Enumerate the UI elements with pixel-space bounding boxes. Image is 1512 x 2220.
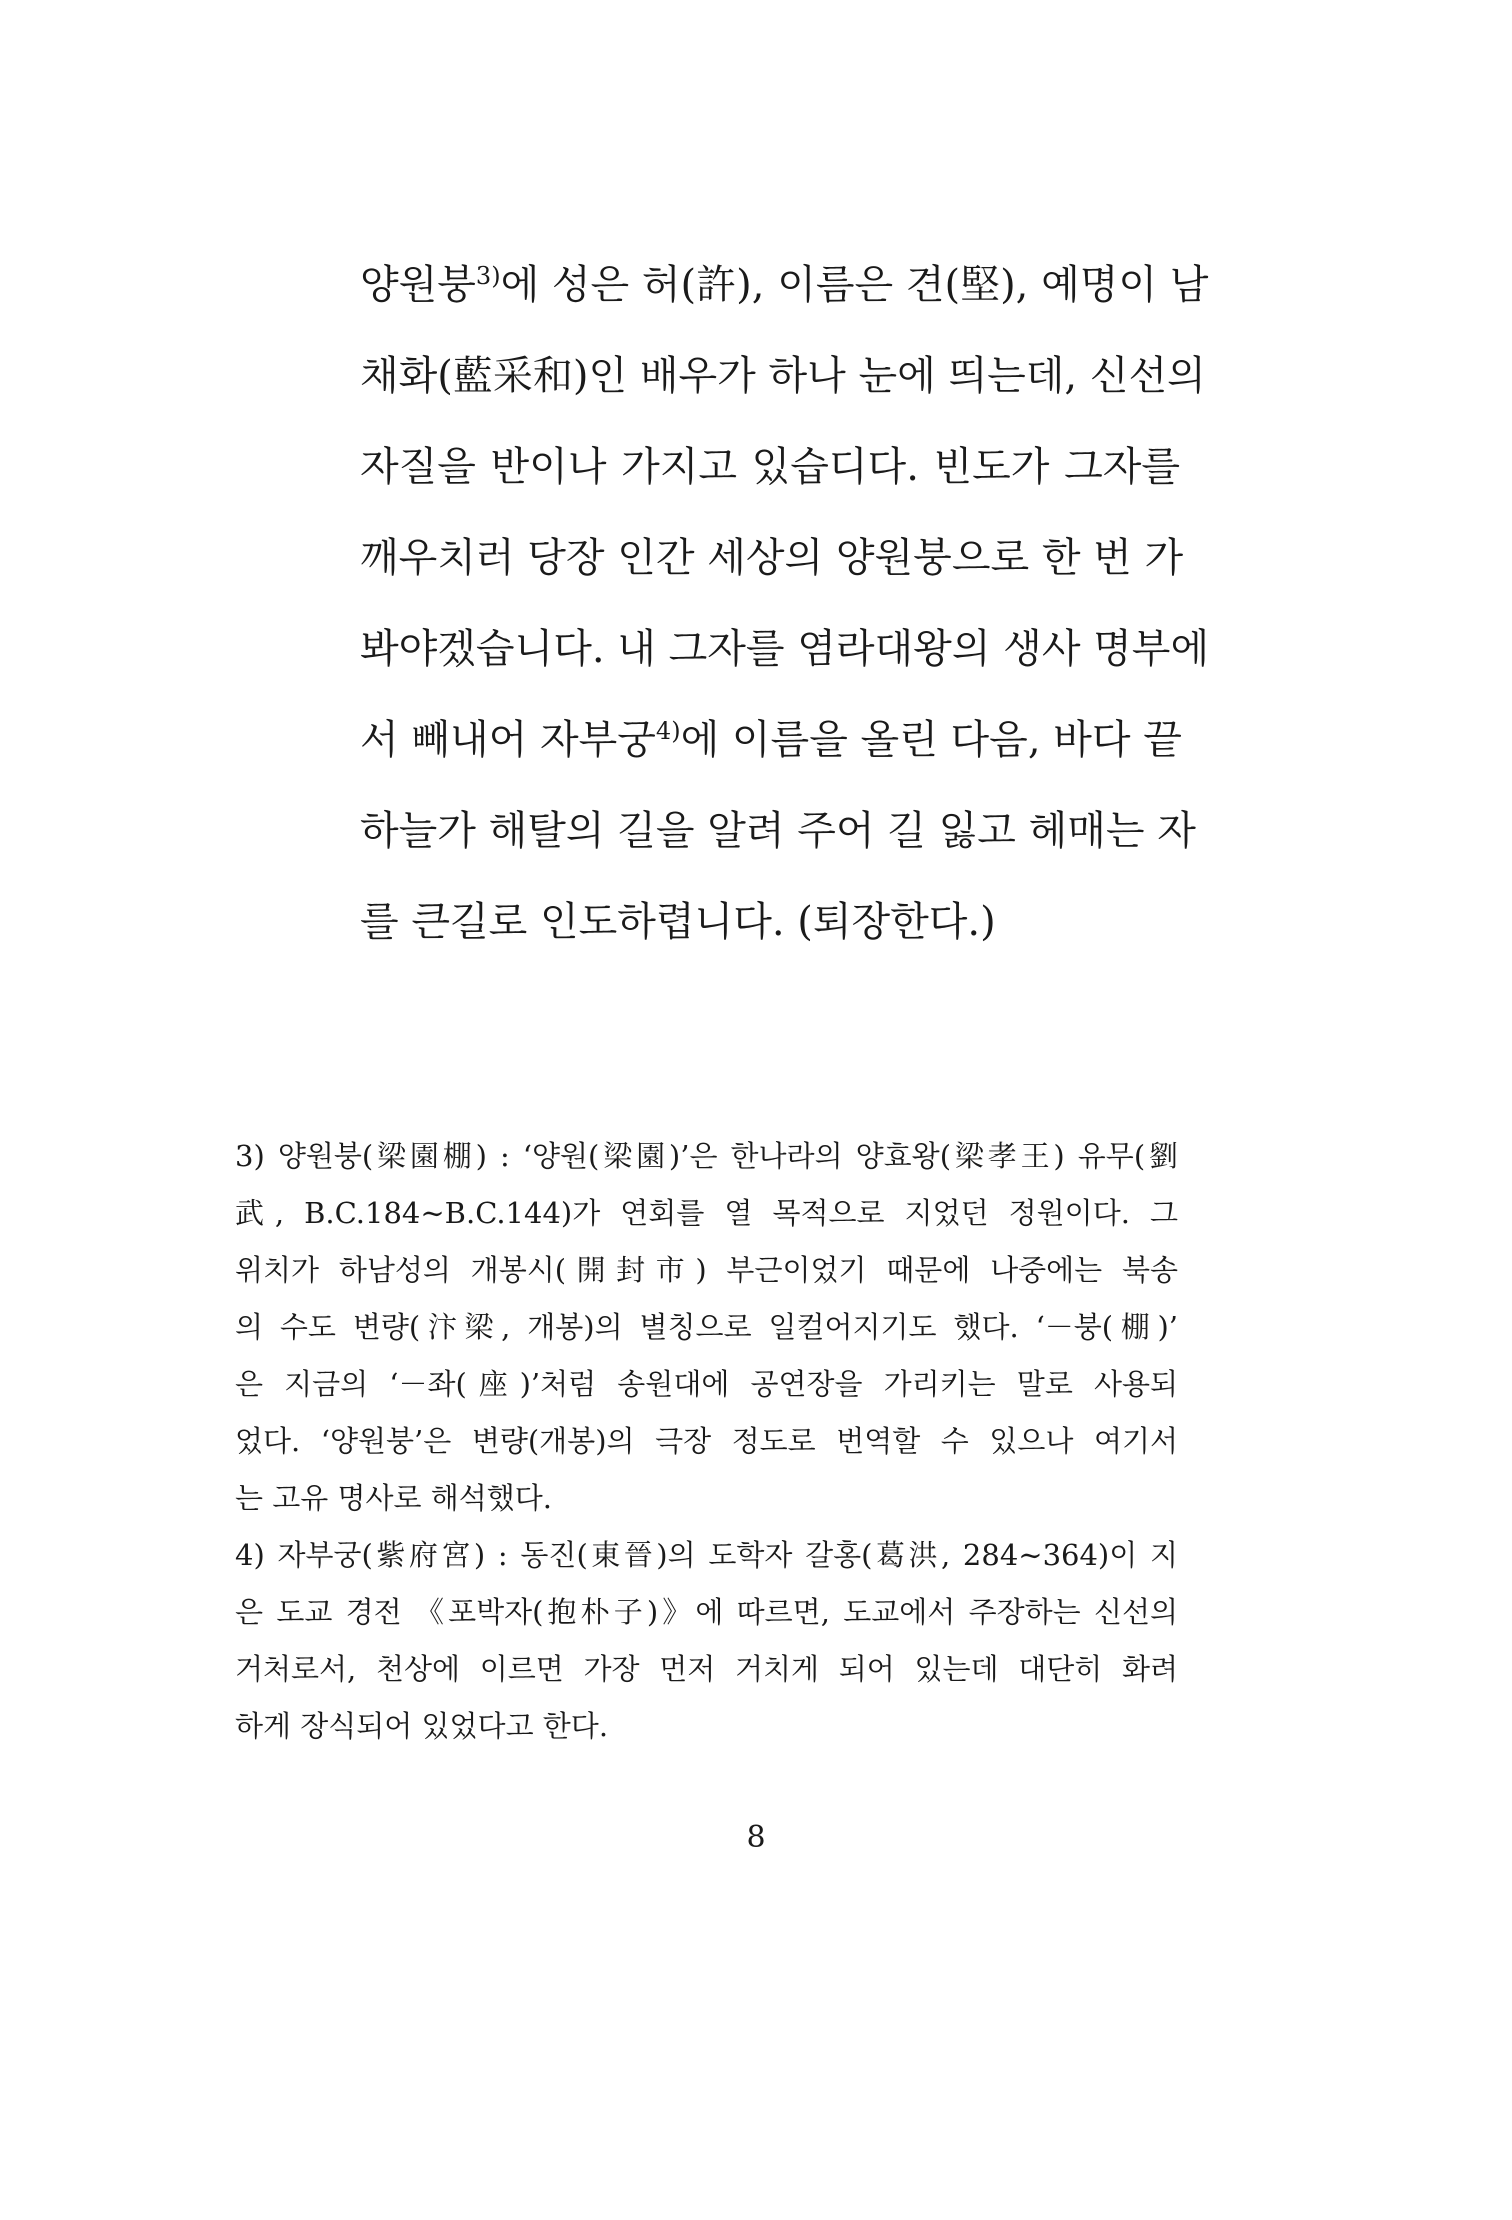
main-text-line: 깨우치러 당장 인간 세상의 양원붕으로 한 번 가 — [360, 535, 1184, 581]
main-text-line: 자질을 반이나 가지고 있습디다. 빈도가 그자를 — [360, 444, 1180, 490]
footnote-reference: 4) — [655, 717, 681, 745]
footnote-line: 거처로서, 천상에 이르면 가장 먼저 거치게 되어 있는데 대단히 화려 — [235, 1652, 1178, 1686]
main-text-line — [360, 240, 1209, 331]
footnote-line: 하게 장식되어 있었다고 한다. — [235, 1709, 609, 1743]
footnote-reference: 3) — [475, 262, 501, 290]
footnote-line: 는 고유 명사로 해석했다. — [235, 1481, 553, 1515]
footnote-line: 3) 양원붕(梁園棚) : ‘양원(梁園)’은 한나라의 양효왕(梁孝王) 유무(劉 — [235, 1139, 1178, 1173]
page-number: 8 — [746, 1820, 766, 1855]
text-fragment: 에 성은 허(許), 이름은 견(堅), 예명이 남 — [500, 262, 1209, 308]
footnote-line: 4) 자부궁(紫府宮) : 동진(東晉)의 도학자 갈홍(葛洪, 284∼364)이 지 — [235, 1538, 1178, 1572]
footnote-4 — [235, 1527, 1178, 1755]
footnote-3 — [235, 1128, 1178, 1527]
footnote-line: 위치가 하남성의 개봉시(開封市) 부근이었기 때문에 나중에는 북송 — [235, 1253, 1178, 1287]
text-fragment: 에 이름을 올린 다음, 바다 끝 — [680, 717, 1182, 763]
footnote-line: 武, B.C.184∼B.C.144)가 연회를 열 목적으로 지었던 정원이다. 그 — [235, 1196, 1178, 1230]
footnote-line: 었다. ‘양원붕’은 변량(개봉)의 극장 정도로 번역할 수 있으나 여기서 — [235, 1424, 1178, 1458]
text-fragment: 양원붕 — [360, 262, 476, 308]
text-fragment: 서 빼내어 자부궁 — [360, 717, 656, 763]
main-text-line: 채화(藍采和)인 배우가 하나 눈에 띄는데, 신선의 — [360, 353, 1206, 399]
footnote-line: 의 수도 변량(汴梁, 개봉)의 별칭으로 일컬어지기도 했다. ‘－붕(棚)’ — [235, 1310, 1178, 1344]
main-text-line: 를 큰길로 인도하렵니다. (퇴장한다.) — [360, 899, 996, 945]
main-text-line: 봐야겠습니다. 내 그자를 염라대왕의 생사 명부에 — [360, 626, 1210, 672]
main-text-line: 하늘가 해탈의 길을 알려 주어 길 잃고 헤매는 자 — [360, 808, 1196, 854]
footnotes-section — [235, 1128, 1178, 1755]
footnote-line: 은 지금의 ‘－좌(座)’처럼 송원대에 공연장을 가리키는 말로 사용되 — [235, 1367, 1178, 1401]
main-text-line — [360, 695, 1180, 786]
footnote-line: 은 도교 경전 《포박자(抱朴子)》에 따르면, 도교에서 주장하는 신선의 — [235, 1595, 1178, 1629]
main-text-block — [360, 240, 1210, 968]
